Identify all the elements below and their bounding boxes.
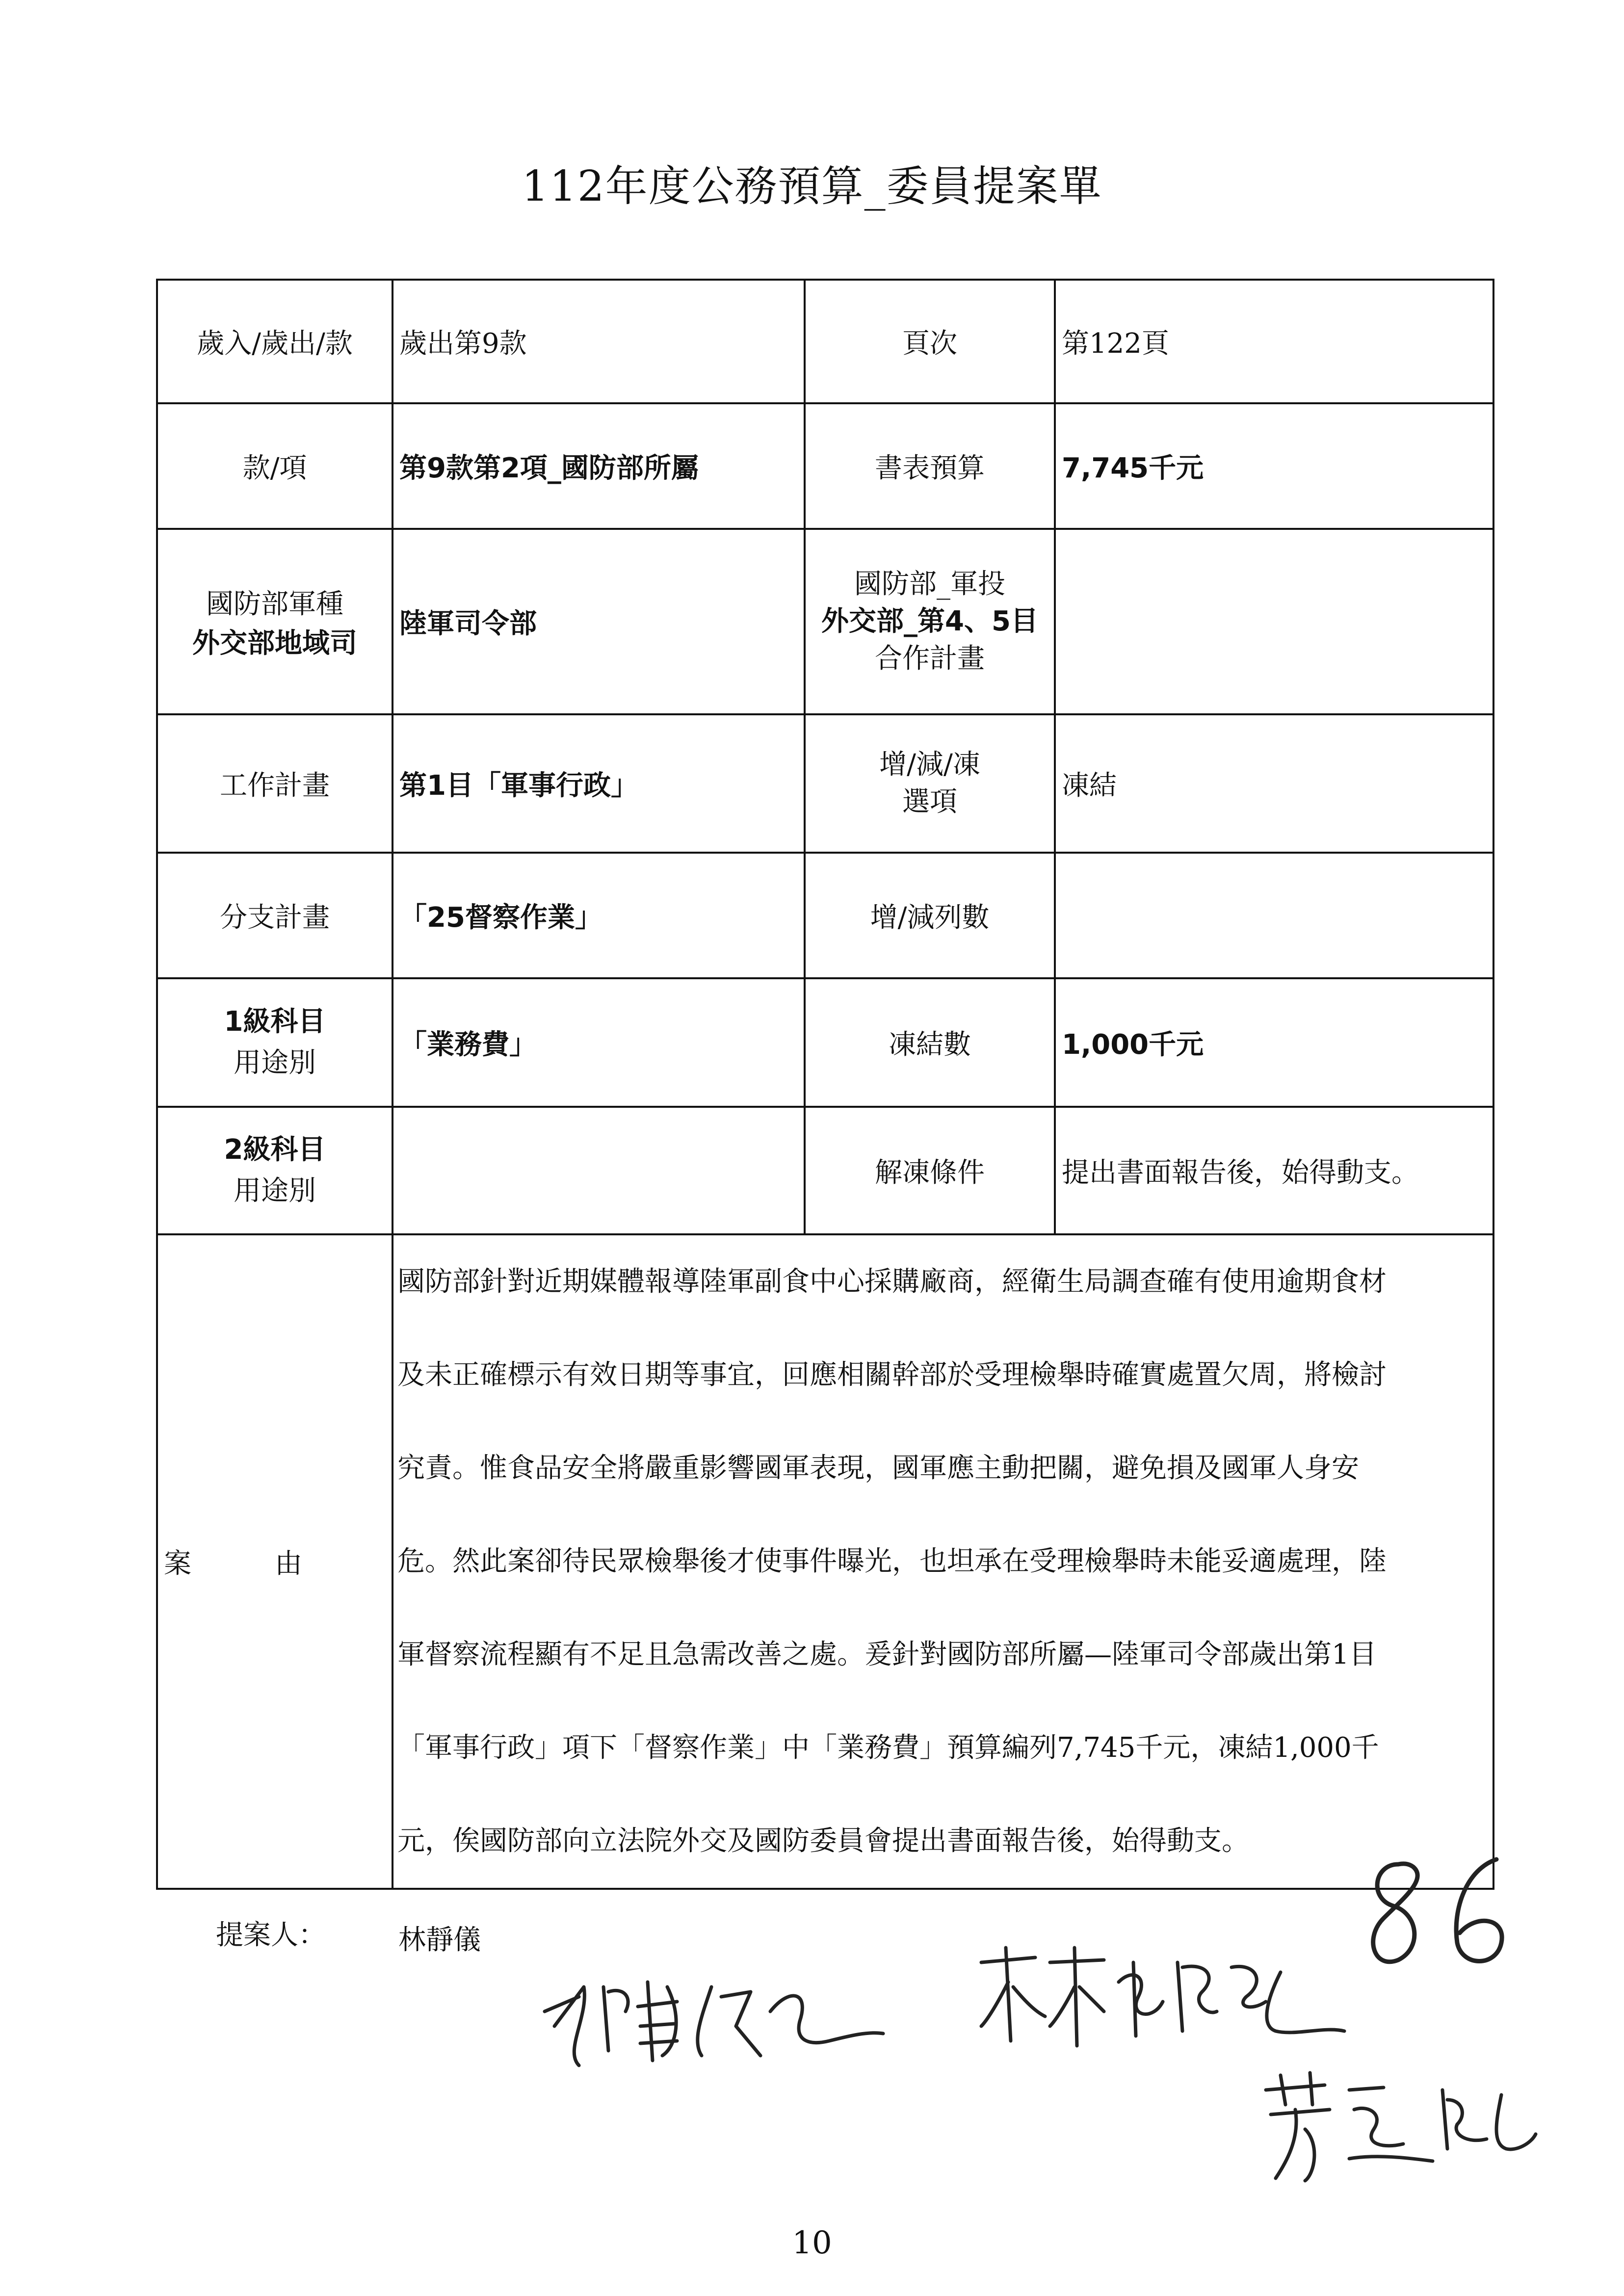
- value-section: 歲出第9款: [393, 280, 805, 403]
- label-work-plan: 工作計畫: [157, 714, 393, 853]
- label-level2-a: 2級科目: [224, 1134, 326, 1166]
- label-branch-plan: 分支計畫: [157, 853, 393, 978]
- label-change-amount: 增/減列數: [805, 853, 1055, 978]
- label-unit-a: 國防部軍種: [206, 588, 343, 620]
- proposer-name: 林靜儀: [398, 1924, 481, 1956]
- row-item: [157, 403, 1493, 529]
- label-level2-b: 用途別: [234, 1175, 316, 1207]
- label-cooperation-c: 合作計畫: [875, 643, 985, 675]
- value-level1: 「業務費」: [393, 978, 805, 1107]
- label-freeze-amount: 凍結數: [805, 978, 1055, 1107]
- label-page: 頁次: [805, 280, 1055, 403]
- page-title: 112年度公務預算_委員提案單: [522, 162, 1102, 211]
- value-freeze-amount: 1,000千元: [1055, 978, 1493, 1107]
- label-option-b: 選項: [902, 786, 957, 818]
- row-unit: [157, 529, 1493, 714]
- reason-line: 元，俟國防部向立法院外交及國防委員會提出書面報告後，始得動支。: [397, 1825, 1249, 1857]
- label-cooperation-a: 國防部_軍投: [854, 568, 1005, 600]
- row-branch-plan: [157, 853, 1493, 978]
- label-level1-b: 用途別: [234, 1047, 316, 1079]
- proposal-form-table: [156, 279, 1494, 1890]
- row-level1: [157, 978, 1493, 1107]
- reason-line: 究責。惟食品安全將嚴重影響國軍表現，國軍應主動把關，避免損及國軍人身安: [397, 1452, 1359, 1484]
- reason-line: 國防部針對近期媒體報導陸軍副食中心採購廠商，經衛生局調查確有使用逾期食材: [397, 1266, 1387, 1298]
- page-number: 10: [792, 2225, 832, 2261]
- value-work-plan: 第1目「軍事行政」: [393, 714, 805, 853]
- label-item: 款/項: [157, 403, 393, 529]
- value-item: 第9款第2項_國防部所屬: [393, 403, 805, 529]
- label-section: 歲入/歲出/款: [157, 280, 393, 403]
- row-section: [157, 280, 1493, 403]
- label-level1-a: 1級科目: [224, 1006, 326, 1038]
- label-level2: [157, 1107, 393, 1234]
- reason-line: 軍督察流程顯有不足且急需改善之處。爰針對國防部所屬—陸軍司令部歲出第1目: [397, 1639, 1377, 1670]
- label-unfreeze: 解凍條件: [805, 1107, 1055, 1234]
- handwritten-number: [1354, 1850, 1531, 1977]
- signature-3: [1256, 2061, 1541, 2188]
- row-level2: [157, 1107, 1493, 1234]
- signature-2: [971, 1933, 1354, 2061]
- reason-line: 危。然此案卻待民眾檢舉後才使事件曝光，也坦承在受理檢舉時未能妥適處理，陸: [397, 1545, 1387, 1577]
- label-unit-b: 外交部地域司: [192, 627, 357, 659]
- label-unit: [157, 529, 393, 714]
- value-change-amount: [1055, 853, 1493, 978]
- label-reason: [157, 1234, 393, 1889]
- value-level2: [393, 1107, 805, 1234]
- signature-1: [535, 1957, 888, 2075]
- label-budget: 書表預算: [805, 403, 1055, 529]
- value-reason: [393, 1234, 1493, 1889]
- value-option: 凍結: [1055, 714, 1493, 853]
- label-cooperation: [805, 529, 1055, 714]
- reason-line: 及未正確標示有效日期等事宜，回應相關幹部於受理檢舉時確實處置欠周，將檢討: [397, 1359, 1387, 1391]
- label-option-a: 增/減/凍: [879, 749, 980, 781]
- value-page: 第122頁: [1055, 280, 1493, 403]
- value-branch-plan: 「25督察作業」: [393, 853, 805, 978]
- reason-line: 「軍事行政」項下「督察作業」中「業務費」預算編列7,745千元，凍結1,000千: [397, 1732, 1379, 1764]
- value-budget: 7,745千元: [1055, 403, 1493, 529]
- label-option: [805, 714, 1055, 853]
- label-level1: [157, 978, 393, 1107]
- row-work-plan: [157, 714, 1493, 853]
- row-reason: [157, 1234, 1493, 1889]
- value-unit: 陸軍司令部: [393, 529, 805, 714]
- label-reason-text: 案由: [164, 1548, 386, 1580]
- proposer-label: 提案人：: [216, 1919, 326, 1951]
- value-unfreeze: 提出書面報告後，始得動支。: [1055, 1107, 1493, 1234]
- label-cooperation-b: 外交部_第4、5目: [821, 605, 1038, 637]
- value-cooperation: [1055, 529, 1493, 714]
